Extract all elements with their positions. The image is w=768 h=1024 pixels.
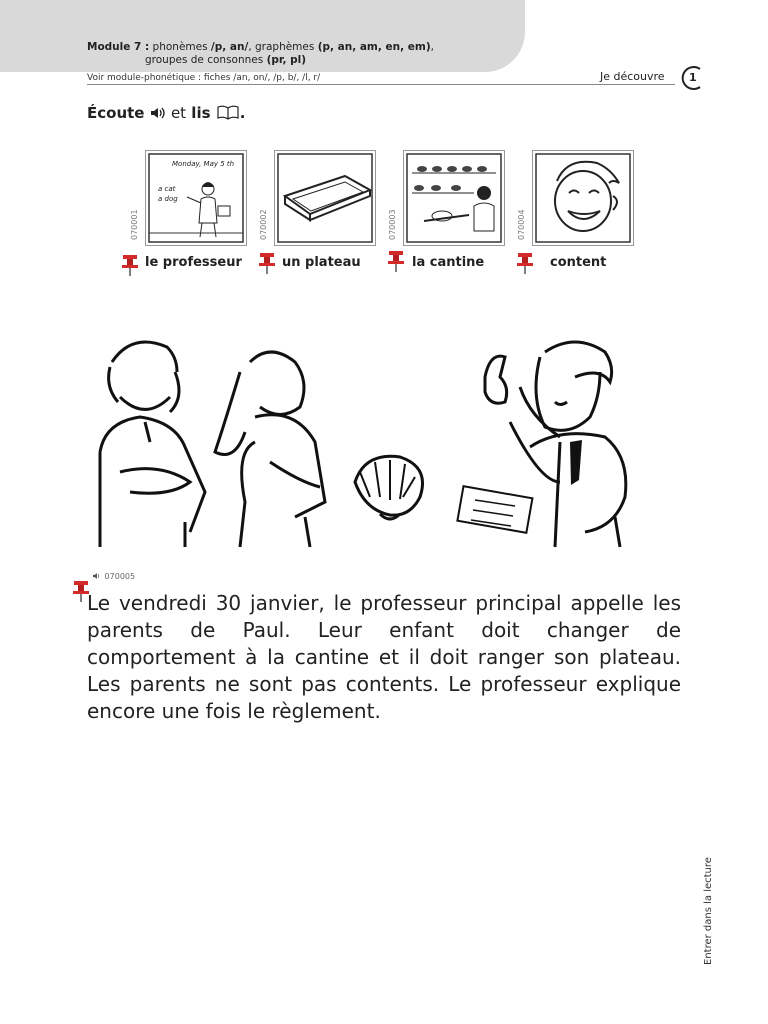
board-word-1: a cat: [158, 185, 176, 193]
board-date: Monday, May 5 th: [172, 160, 235, 168]
vocab-label-cantine: la cantine: [412, 255, 485, 270]
audio-code[interactable]: 070001: [130, 209, 139, 240]
book-icon: [216, 104, 240, 120]
audio-code[interactable]: 070003: [388, 209, 397, 240]
pin-icon: [258, 250, 276, 274]
audio-code[interactable]: 070002: [259, 209, 268, 240]
module-reference: Voir module-phonétique : fiches /an, on/, /p, b/, /l, r/: [87, 73, 321, 83]
speaker-icon[interactable]: [150, 106, 166, 120]
sidebar-vertical-label: Entrer dans la lecture: [703, 857, 714, 965]
module-title: Module 7 : phonèmes /p, an/, graphèmes (p, an, am, en, em),: [87, 41, 434, 53]
vocab-label-professeur: le professeur: [145, 255, 242, 270]
vocab-card-plateau: [274, 150, 376, 246]
audio-code[interactable]: 070004: [517, 209, 526, 240]
section-number-badge: [680, 65, 706, 91]
scene-illustration: [90, 322, 680, 552]
speaker-icon[interactable]: [92, 572, 102, 580]
vocab-label-content: content: [550, 255, 607, 270]
pin-icon: [121, 252, 139, 276]
module-subtitle: groupes de consonnes (pr, pl): [145, 54, 307, 66]
pin-icon: [516, 250, 534, 274]
pin-icon: [387, 248, 405, 272]
vocab-card-professeur: [145, 150, 247, 246]
section-number: 1: [689, 71, 697, 84]
vocab-card-content: [532, 150, 634, 246]
board-word-2: a dog: [158, 195, 178, 203]
section-label: Je découvre: [600, 70, 665, 83]
header-divider: [87, 84, 675, 85]
story-text: Le vendredi 30 janvier, le professeur principal appelle les parents de Paul. Leur enfant doit changer de comportement à la cantine et il doit ranger son plateau. Les parents ne sont pas contents. Le professeur explique encore une fois le règlement.: [87, 591, 681, 723]
vocab-label-plateau: un plateau: [282, 255, 361, 270]
vocab-card-cantine: [403, 150, 505, 246]
story-audio-code[interactable]: 070005: [92, 572, 135, 581]
instruction-line: Écoute et lis .: [87, 104, 246, 122]
